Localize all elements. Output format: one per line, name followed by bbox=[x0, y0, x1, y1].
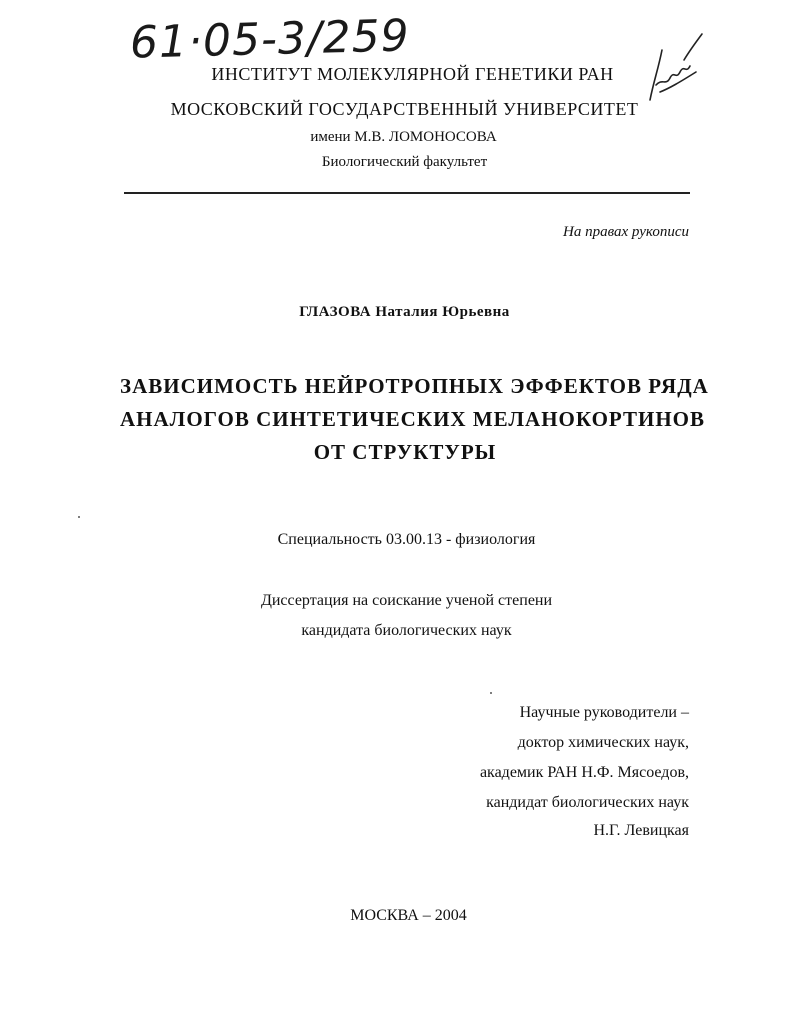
specialty: Специальность 03.00.13 - физиология bbox=[277, 531, 536, 548]
supervisors-heading: Научные руководители – bbox=[519, 704, 689, 721]
scan-speck bbox=[490, 692, 492, 694]
degree-statement-line-2: кандидата биологических наук bbox=[301, 622, 512, 639]
handwritten-archive-code: 61·05-3/259 bbox=[129, 10, 411, 69]
university-name: МОСКОВСКИЙ ГОСУДАРСТВЕННЫЙ УНИВЕРСИТЕТ bbox=[170, 99, 639, 119]
header-divider bbox=[124, 192, 690, 194]
dissertation-title-line-2: АНАЛОГОВ СИНТЕТИЧЕСКИХ МЕЛАНОКОРТИНОВ bbox=[120, 407, 705, 431]
dissertation-title-line-3: ОТ СТРУКТУРЫ bbox=[313, 440, 497, 464]
university-named-after: имени М.В. ЛОМОНОСОВА bbox=[310, 129, 497, 145]
supervisor-1-name: академик РАН Н.Ф. Мясоедов, bbox=[479, 764, 689, 781]
supervisor-2-degree: кандидат биологических наук bbox=[486, 794, 689, 811]
faculty-name: Биологический факультет bbox=[321, 154, 488, 170]
institute-name: ИНСТИТУТ МОЛЕКУЛЯРНОЙ ГЕНЕТИКИ РАН bbox=[211, 64, 614, 84]
scan-speck bbox=[78, 516, 80, 518]
supervisor-2-name: Н.Г. Левицкая bbox=[593, 822, 689, 839]
manuscript-rights-note: На правах рукописи bbox=[563, 224, 689, 240]
author-name: ГЛАЗОВА Наталия Юрьевна bbox=[299, 304, 510, 320]
city-and-year: МОСКВА – 2004 bbox=[350, 907, 467, 924]
dissertation-title-line-1: ЗАВИСИМОСТЬ НЕЙРОТРОПНЫХ ЭФФЕКТОВ РЯДА bbox=[120, 374, 709, 398]
supervisor-1-degree: доктор химических наук, bbox=[517, 734, 689, 751]
degree-statement-line-1: Диссертация на соискание ученой степени bbox=[260, 592, 553, 609]
